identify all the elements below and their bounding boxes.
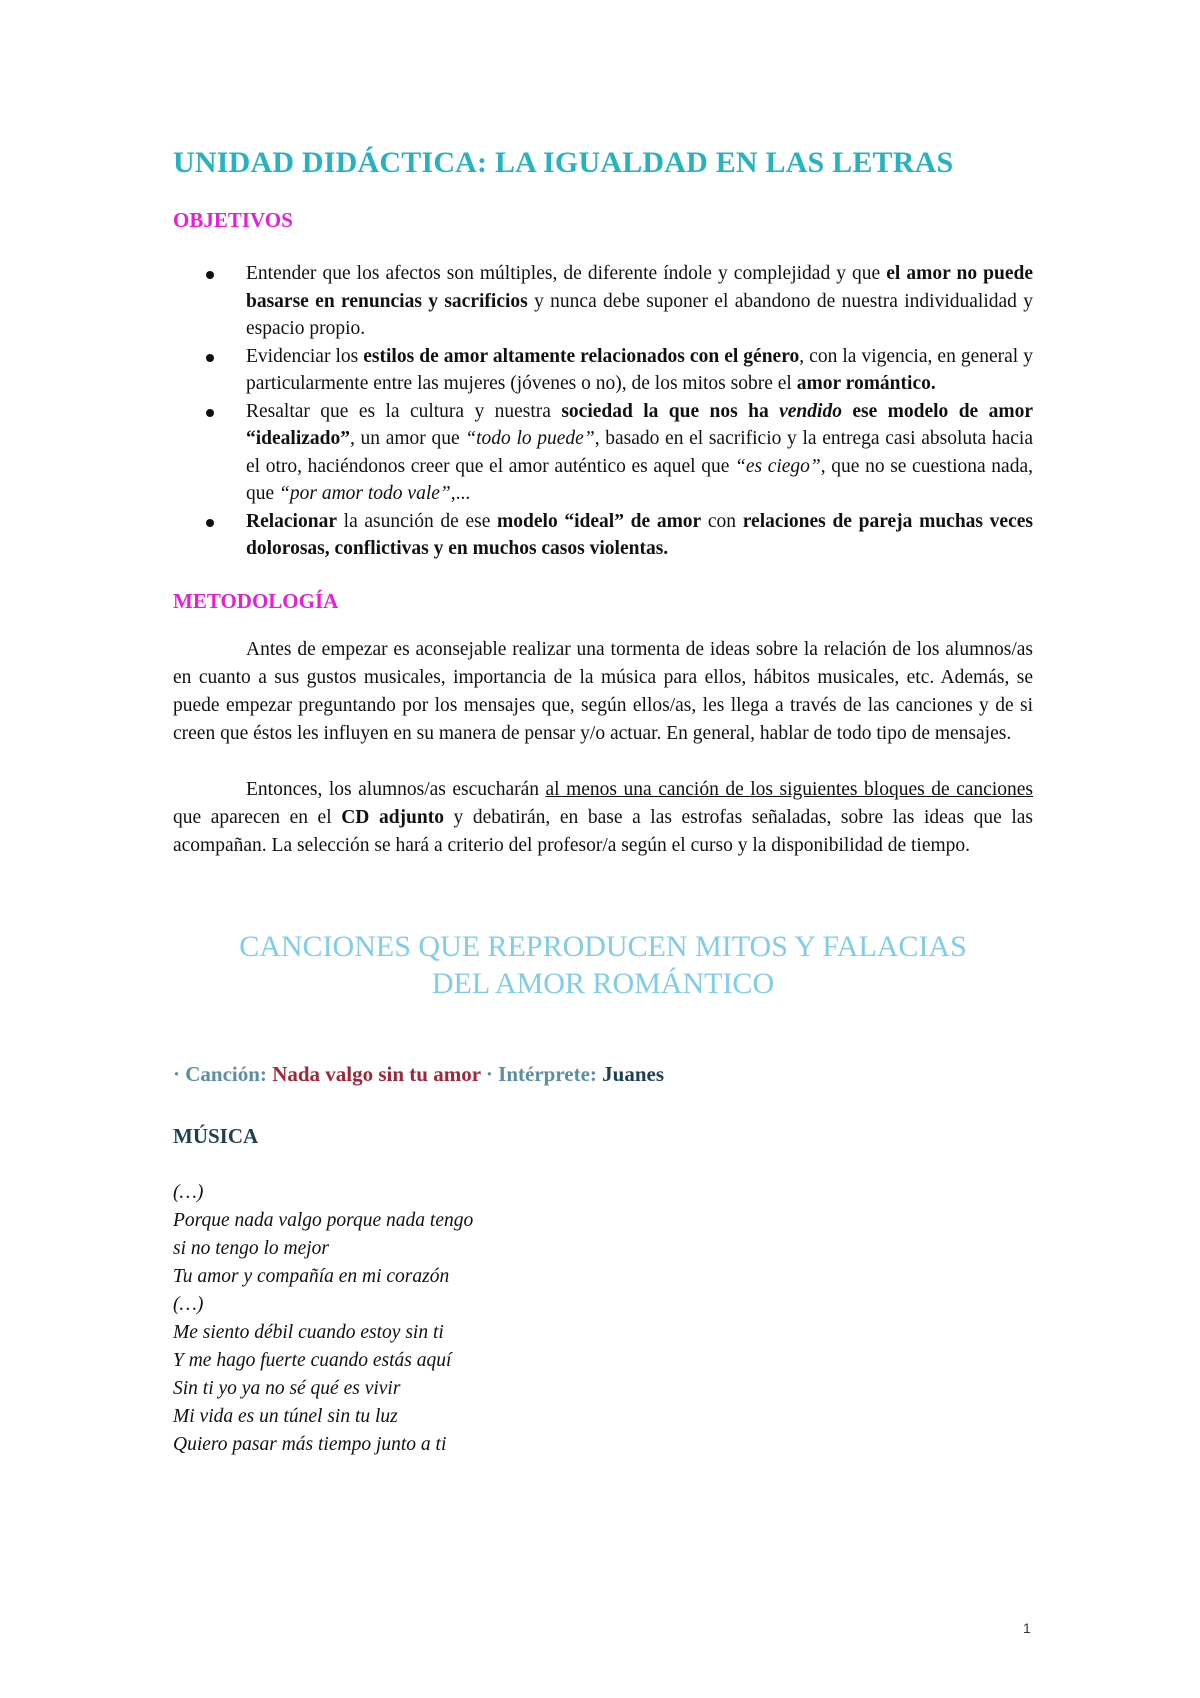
text-run: , que no se cuestiona nada, que bbox=[246, 455, 1033, 504]
lyric-line: (…) bbox=[173, 1181, 204, 1203]
lyric-line: Y me hago fuerte cuando estás aquí bbox=[173, 1349, 452, 1371]
songs-section-title bbox=[173, 928, 1033, 1002]
text-run: Relacionar bbox=[246, 510, 337, 532]
metodologia-paragraph bbox=[173, 636, 1033, 748]
document-body bbox=[173, 138, 1033, 1459]
text-run: Entender que los afectos son múltiples, de diferente índole y complejidad y que bbox=[246, 263, 887, 284]
lyric-line: Me siento débil cuando estoy sin ti bbox=[173, 1321, 444, 1343]
lyrics-block bbox=[173, 1179, 1033, 1459]
text-run: vendido bbox=[779, 400, 842, 422]
bullet-icon bbox=[206, 519, 214, 527]
lyric-line: (…) bbox=[173, 1293, 204, 1315]
objetivo-item bbox=[173, 398, 1033, 508]
text-run: sociedad la que nos ha bbox=[561, 400, 780, 422]
songs-title-line-1: CANCIONES QUE REPRODUCEN MITOS Y FALACIAS bbox=[239, 929, 967, 963]
text-run: “todo lo puede” bbox=[465, 428, 595, 449]
lyric-line: Porque nada valgo porque nada tengo bbox=[173, 1209, 474, 1231]
objetivo-text bbox=[246, 511, 1033, 560]
text-run: , con la vigencia, en general y particularmente entre las mujeres (jóvenes o no), de los mitos sobre el bbox=[246, 345, 1034, 394]
objetivo-text bbox=[246, 263, 1033, 339]
text-run: modelo “ideal” de amor bbox=[497, 510, 702, 532]
text-run: , un amor que bbox=[350, 428, 466, 449]
songs-title-line-2: DEL AMOR ROMÁNTICO bbox=[431, 966, 775, 1000]
objetivo-text bbox=[246, 346, 1033, 395]
text-run: Antes de empezar es aconsejable realizar una tormenta de ideas sobre la relación de los alumnos/as en cuanto a sus gustos musicales, importancia de la música para ellos, hábitos musicales, etc. Además, se puede empezar preguntando por los mensajes que, según ellos/as, les llega a través de las canciones y de si creen que éstos les influyen en su manera de pensar y/o actuar. En general, hablar de todo tipo de mensajes. bbox=[173, 638, 1033, 744]
lyric-line: Tu amor y compañía en mi corazón bbox=[173, 1265, 450, 1287]
lyric-line: si no tengo lo mejor bbox=[173, 1237, 329, 1259]
text-run: al menos una canción de los siguientes bloques de canciones bbox=[545, 778, 1033, 800]
page-number: 1 bbox=[1023, 1620, 1031, 1636]
lyric-line: Mi vida es un túnel sin tu luz bbox=[173, 1405, 398, 1427]
metodologia-heading: METODOLOGÍA bbox=[173, 588, 339, 613]
text-run: que aparecen en el bbox=[173, 806, 342, 828]
song-name: Nada valgo sin tu amor bbox=[272, 1061, 481, 1086]
objetivo-item bbox=[173, 508, 1033, 563]
song-label: · Canción: bbox=[173, 1061, 267, 1086]
text-run: CD adjunto bbox=[341, 806, 444, 828]
text-run: “por amor todo vale” bbox=[279, 483, 451, 504]
text-run: , basado en el sacrificio y la entrega casi absoluta hacia el otro, haciéndonos creer que el amor auténtico es aquel que bbox=[246, 428, 1033, 477]
lyric-line: Quiero pasar más tiempo junto a ti bbox=[173, 1433, 447, 1455]
lyric-line: Sin ti yo ya no sé qué es vivir bbox=[173, 1377, 401, 1399]
text-run: con bbox=[701, 510, 743, 532]
text-run: y debatirán, en base a las estrofas señaladas, sobre las ideas que las acompañan. La selección se hará a criterio del profesor/a según el curso y la disponibilidad de tiempo. bbox=[173, 806, 1033, 856]
text-run: ,... bbox=[450, 483, 471, 504]
song-info-line bbox=[173, 1062, 1033, 1087]
music-heading: MÚSICA bbox=[173, 1123, 259, 1148]
text-run: amor romántico. bbox=[796, 373, 936, 394]
text-run: Entonces, los alumnos/as escucharán bbox=[246, 778, 546, 800]
text-run: y nunca debe suponer el abandono de nuestra individualidad y espacio propio. bbox=[246, 290, 1033, 339]
objetivos-list bbox=[173, 260, 1033, 563]
text-run: Evidenciar los bbox=[246, 345, 364, 367]
text-run: Resaltar que es la cultura y nuestra bbox=[246, 400, 562, 422]
objetivos-heading: OBJETIVOS bbox=[173, 208, 293, 232]
objetivo-item bbox=[173, 260, 1033, 343]
text-run: el amor no puede basarse en renuncias y sacrificios bbox=[246, 263, 1034, 312]
bullet-icon bbox=[206, 409, 214, 417]
bullet-icon bbox=[206, 354, 214, 362]
objetivo-item bbox=[173, 343, 1033, 398]
document-title: UNIDAD DIDÁCTICA: LA IGUALDAD EN LAS LETRAS bbox=[173, 146, 954, 179]
text-run: “es ciego” bbox=[735, 455, 821, 477]
text-run: ese modelo de amor “idealizado” bbox=[246, 400, 1033, 449]
text-run: la asunción de ese bbox=[336, 510, 498, 532]
text-run: relaciones de pareja muchas veces dolorosas, conflictivas y en muchos casos violentas. bbox=[246, 510, 1033, 559]
text-run: estilos de amor altamente relacionados con el género bbox=[363, 345, 800, 367]
bullet-icon bbox=[206, 271, 214, 279]
artist-label: · Intérprete: bbox=[485, 1061, 597, 1086]
metodologia-paragraph bbox=[173, 776, 1033, 860]
artist-name: Juanes bbox=[602, 1061, 665, 1086]
objetivo-text bbox=[246, 401, 1033, 505]
